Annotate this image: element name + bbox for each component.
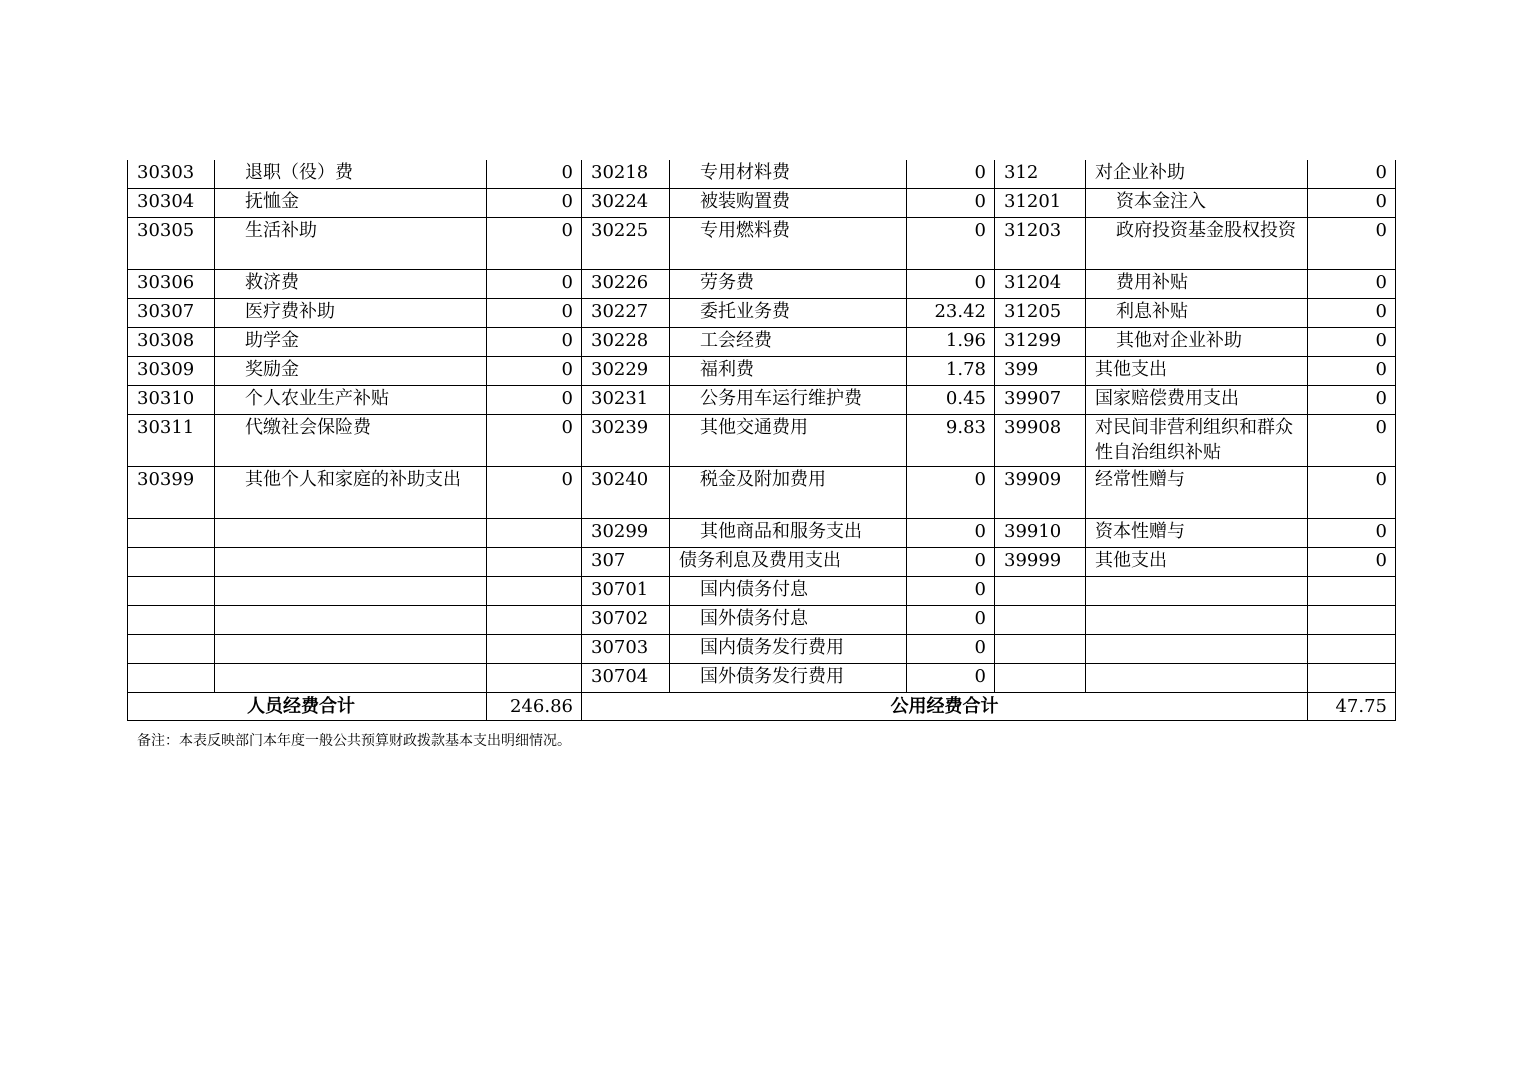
public-total-label: 公用经费合计: [582, 693, 1308, 721]
account-name-cell: [215, 577, 487, 606]
account-name-cell: 奖励金: [215, 357, 487, 386]
amount-cell: [487, 577, 582, 606]
account-name-cell: 利息补贴: [1086, 299, 1308, 328]
account-code-cell: 30228: [582, 328, 670, 357]
account-name-cell: 国内债务付息: [670, 577, 907, 606]
account-name-cell: 国内债务发行费用: [670, 635, 907, 664]
account-name-cell: [1086, 635, 1308, 664]
account-name-cell: 其他个人和家庭的补助支出: [215, 467, 487, 519]
amount-cell: 0: [907, 160, 995, 189]
amount-cell: 0: [907, 548, 995, 577]
account-name-cell: 对企业补助: [1086, 160, 1308, 189]
account-name-cell: 其他支出: [1086, 548, 1308, 577]
account-name-cell: 其他商品和服务支出: [670, 519, 907, 548]
account-code-cell: 31203: [995, 218, 1086, 270]
amount-cell: [1308, 664, 1396, 693]
account-code-cell: 39907: [995, 386, 1086, 415]
account-name-cell: 代缴社会保险费: [215, 415, 487, 467]
amount-cell: 0: [1308, 189, 1396, 218]
table-row: [128, 270, 1396, 299]
amount-cell: 0: [487, 299, 582, 328]
account-name-cell: 费用补贴: [1086, 270, 1308, 299]
account-name-cell: 助学金: [215, 328, 487, 357]
account-code-cell: 307: [582, 548, 670, 577]
budget-detail-table: [127, 160, 1396, 721]
account-code-cell: 30702: [582, 606, 670, 635]
account-code-cell: [128, 664, 215, 693]
table-row: [128, 664, 1396, 693]
amount-cell: [487, 635, 582, 664]
account-code-cell: 30229: [582, 357, 670, 386]
amount-cell: 0: [907, 577, 995, 606]
table-note: 备注：本表反映部门本年度一般公共预算财政拨款基本支出明细情况。: [137, 733, 571, 749]
account-code-cell: 312: [995, 160, 1086, 189]
account-name-cell: 国外债务发行费用: [670, 664, 907, 693]
amount-cell: 0: [1308, 386, 1396, 415]
account-code-cell: 30303: [128, 160, 215, 189]
account-name-cell: [1086, 577, 1308, 606]
account-code-cell: [995, 664, 1086, 693]
amount-cell: 0: [907, 189, 995, 218]
account-code-cell: 30304: [128, 189, 215, 218]
account-name-cell: [215, 548, 487, 577]
amount-cell: [487, 519, 582, 548]
account-name-cell: [215, 606, 487, 635]
account-code-cell: 31205: [995, 299, 1086, 328]
amount-cell: 0: [1308, 357, 1396, 386]
account-code-cell: 30226: [582, 270, 670, 299]
amount-cell: 0: [907, 635, 995, 664]
account-code-cell: [128, 635, 215, 664]
table-row: [128, 415, 1396, 467]
amount-cell: 0: [907, 467, 995, 519]
table-row: [128, 328, 1396, 357]
amount-cell: 0: [907, 606, 995, 635]
amount-cell: 1.78: [907, 357, 995, 386]
account-code-cell: [128, 606, 215, 635]
account-name-cell: [1086, 606, 1308, 635]
amount-cell: [487, 548, 582, 577]
account-code-cell: [128, 519, 215, 548]
amount-cell: 0: [487, 189, 582, 218]
table-row: [128, 160, 1396, 189]
table-row: [128, 218, 1396, 270]
amount-cell: 0: [487, 357, 582, 386]
amount-cell: 0: [487, 328, 582, 357]
account-code-cell: 30310: [128, 386, 215, 415]
account-name-cell: 债务利息及费用支出: [670, 548, 907, 577]
account-code-cell: 30218: [582, 160, 670, 189]
account-code-cell: 31204: [995, 270, 1086, 299]
account-code-cell: 39910: [995, 519, 1086, 548]
amount-cell: 0: [907, 664, 995, 693]
table-row: [128, 635, 1396, 664]
amount-cell: 0: [1308, 519, 1396, 548]
amount-cell: 0: [1308, 328, 1396, 357]
account-code-cell: 30240: [582, 467, 670, 519]
account-name-cell: 退职（役）费: [215, 160, 487, 189]
amount-cell: [1308, 635, 1396, 664]
account-name-cell: 国家赔偿费用支出: [1086, 386, 1308, 415]
account-name-cell: 公务用车运行维护费: [670, 386, 907, 415]
account-code-cell: 31201: [995, 189, 1086, 218]
account-code-cell: [995, 606, 1086, 635]
table-row: [128, 189, 1396, 218]
amount-cell: 0: [487, 415, 582, 467]
account-code-cell: [995, 635, 1086, 664]
account-code-cell: 30311: [128, 415, 215, 467]
table-row: [128, 386, 1396, 415]
amount-cell: 0: [1308, 270, 1396, 299]
table-row: [128, 299, 1396, 328]
amount-cell: 0: [487, 218, 582, 270]
account-code-cell: 30309: [128, 357, 215, 386]
personnel-total-label: 人员经费合计: [128, 693, 487, 721]
account-name-cell: 生活补助: [215, 218, 487, 270]
account-name-cell: 专用材料费: [670, 160, 907, 189]
account-name-cell: [1086, 664, 1308, 693]
amount-cell: [487, 664, 582, 693]
account-code-cell: 30703: [582, 635, 670, 664]
account-code-cell: 39909: [995, 467, 1086, 519]
account-name-cell: 税金及附加费用: [670, 467, 907, 519]
account-name-cell: 工会经费: [670, 328, 907, 357]
account-code-cell: 30704: [582, 664, 670, 693]
personnel-total-value: 246.86: [487, 693, 582, 721]
amount-cell: 0: [1308, 160, 1396, 189]
public-total-value: 47.75: [1308, 693, 1396, 721]
account-name-cell: 政府投资基金股权投资: [1086, 218, 1308, 270]
account-code-cell: 30307: [128, 299, 215, 328]
account-name-cell: 资本金注入: [1086, 189, 1308, 218]
account-code-cell: 30231: [582, 386, 670, 415]
amount-cell: 0: [487, 160, 582, 189]
account-name-cell: [215, 519, 487, 548]
account-code-cell: 30224: [582, 189, 670, 218]
account-code-cell: 30225: [582, 218, 670, 270]
account-name-cell: 经常性赠与: [1086, 467, 1308, 519]
account-code-cell: 399: [995, 357, 1086, 386]
account-name-cell: 被装购置费: [670, 189, 907, 218]
amount-cell: 1.96: [907, 328, 995, 357]
amount-cell: 0: [487, 270, 582, 299]
account-name-cell: 委托业务费: [670, 299, 907, 328]
account-code-cell: 30239: [582, 415, 670, 467]
table-row: [128, 606, 1396, 635]
amount-cell: 0: [907, 218, 995, 270]
totals-row: [128, 693, 1396, 721]
amount-cell: 0: [907, 270, 995, 299]
account-code-cell: 30299: [582, 519, 670, 548]
amount-cell: [1308, 606, 1396, 635]
account-name-cell: 医疗费补助: [215, 299, 487, 328]
account-name-cell: 对民间非营利组织和群众性自治组织补贴: [1086, 415, 1308, 467]
amount-cell: 0: [1308, 548, 1396, 577]
account-name-cell: 个人农业生产补贴: [215, 386, 487, 415]
account-name-cell: 专用燃料费: [670, 218, 907, 270]
account-code-cell: 30701: [582, 577, 670, 606]
account-name-cell: 其他交通费用: [670, 415, 907, 467]
account-code-cell: 30227: [582, 299, 670, 328]
account-name-cell: 其他对企业补助: [1086, 328, 1308, 357]
table-row: [128, 577, 1396, 606]
amount-cell: 0: [907, 519, 995, 548]
account-code-cell: 30306: [128, 270, 215, 299]
account-name-cell: [215, 664, 487, 693]
table-row: [128, 519, 1396, 548]
account-name-cell: 福利费: [670, 357, 907, 386]
table-row: [128, 548, 1396, 577]
account-code-cell: 30308: [128, 328, 215, 357]
table-row: [128, 467, 1396, 519]
account-code-cell: 30305: [128, 218, 215, 270]
account-name-cell: 资本性赠与: [1086, 519, 1308, 548]
account-name-cell: 其他支出: [1086, 357, 1308, 386]
account-code-cell: 31299: [995, 328, 1086, 357]
amount-cell: 0: [1308, 415, 1396, 467]
amount-cell: 0: [487, 467, 582, 519]
amount-cell: 0: [1308, 299, 1396, 328]
account-code-cell: 39999: [995, 548, 1086, 577]
amount-cell: [487, 606, 582, 635]
amount-cell: 9.83: [907, 415, 995, 467]
amount-cell: 0.45: [907, 386, 995, 415]
amount-cell: 23.42: [907, 299, 995, 328]
account-name-cell: [215, 635, 487, 664]
account-code-cell: 30399: [128, 467, 215, 519]
amount-cell: 0: [1308, 467, 1396, 519]
amount-cell: [1308, 577, 1396, 606]
account-name-cell: 劳务费: [670, 270, 907, 299]
account-code-cell: [128, 548, 215, 577]
account-name-cell: 抚恤金: [215, 189, 487, 218]
account-code-cell: [995, 577, 1086, 606]
account-name-cell: 救济费: [215, 270, 487, 299]
account-name-cell: 国外债务付息: [670, 606, 907, 635]
table-row: [128, 357, 1396, 386]
account-code-cell: [128, 577, 215, 606]
amount-cell: 0: [1308, 218, 1396, 270]
amount-cell: 0: [487, 386, 582, 415]
account-code-cell: 39908: [995, 415, 1086, 467]
